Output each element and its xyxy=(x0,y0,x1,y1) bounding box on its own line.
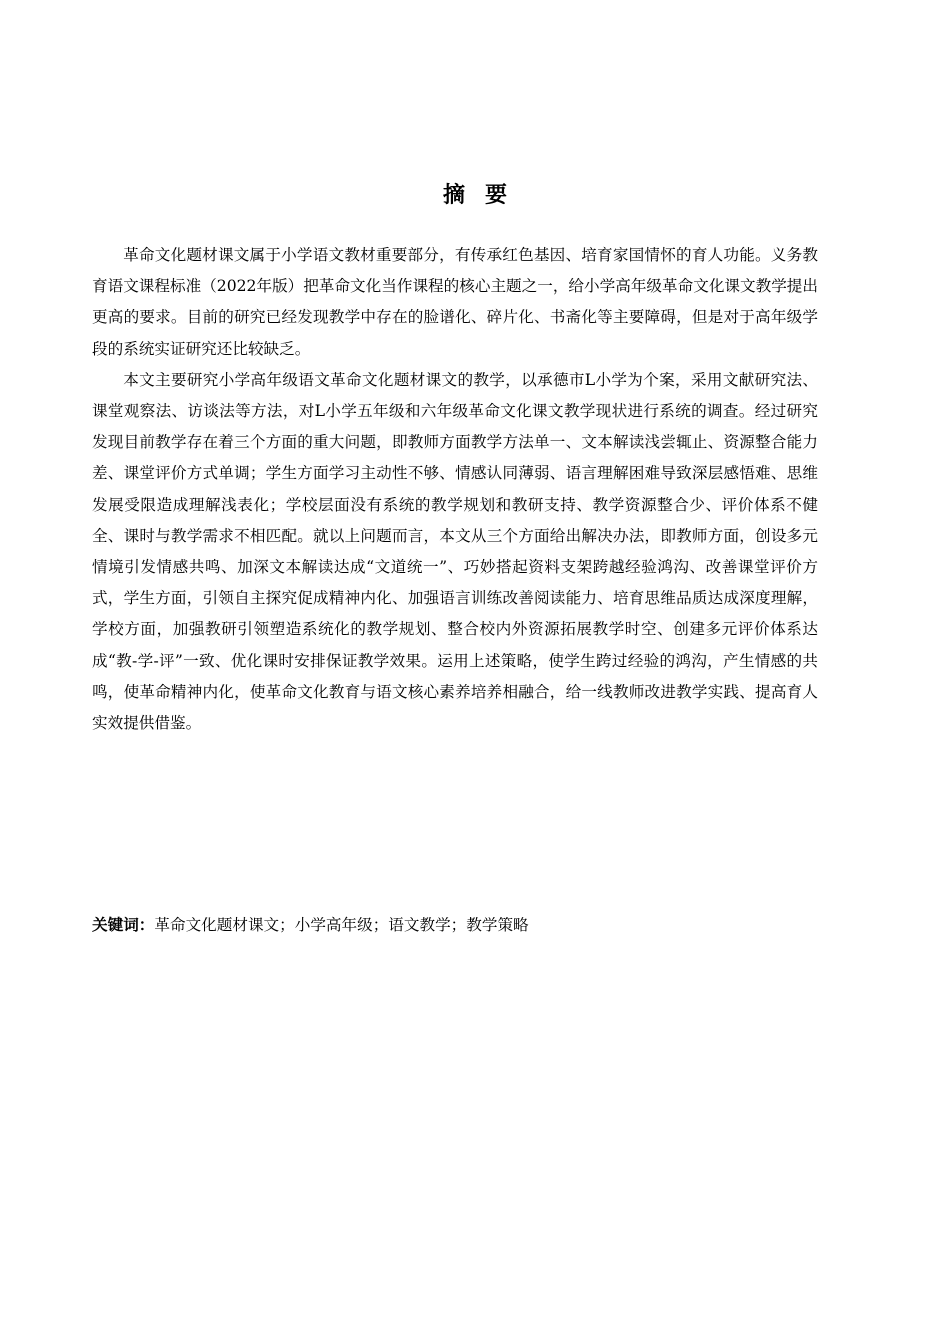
abstract-paragraph-1: 革命文化题材课文属于小学语文教材重要部分，有传承红色基因、培育家国情怀的育人功能。义务教育语文课程标准（2022年版）把革命文化当作课程的核心主题之一，给小学高年级革命文化课文教学提出更高的要求。目前的研究已经发现教学中存在的脸谱化、碎片化、书斋化等主要障碍，但是对于高年级学段的系统实证研究还比较缺乏。 xyxy=(92,246,818,358)
keywords-label: 关键词： xyxy=(92,916,155,934)
abstract-paragraph-2: 本文主要研究小学高年级语文革命文化题材课文的教学，以承德市L小学为个案，采用文献研究法、课堂观察法、访谈法等方法，对L小学五年级和六年级革命文化课文教学现状进行系统的调查。经过研究发现目前教学存在着三个方面的重大问题，即教师方面教学方法单一、文本解读浅尝辄止、资源整合能力差、课堂评价方式单调；学生方面学习主动性不够、情感认同薄弱、语言理解困难导致深层感悟难、思维发展受限造成理解浅表化；学校层面没有系统的教学规划和教研支持、教学资源整合少、评价体系不健全、课时与教学需求不相匹配。就以上问题而言，本文从三个方面给出解决办法，即教师方面，创设多元情境引发情感共鸣、加深文本解读达成“文道统一”、巧妙搭起资料支架跨越经验鸿沟、改善课堂评价方式，学生方面，引领自主探究促成精神内化、加强语言训练改善阅读能力、培育思维品质达成深度理解，学校方面，加强教研引领塑造系统化的教学规划、整合校内外资源拓展教学时空、创建多元评价体系达成“教-学-评”一致、优化课时安排保证教学效果。运用上述策略，使学生跨过经验的鸿沟，产生情感的共鸣，使革命精神内化，使革命文化教育与语文核心素养培养相融合，给一线教师改进教学实践、提高育人实效提供借鉴。 xyxy=(92,370,818,733)
keywords-text: 革命文化题材课文；小学高年级；语文教学；教学策略 xyxy=(154,916,529,934)
abstract-title: 摘要 xyxy=(442,183,527,208)
abstract-body xyxy=(92,240,818,739)
keywords-line xyxy=(92,910,818,941)
